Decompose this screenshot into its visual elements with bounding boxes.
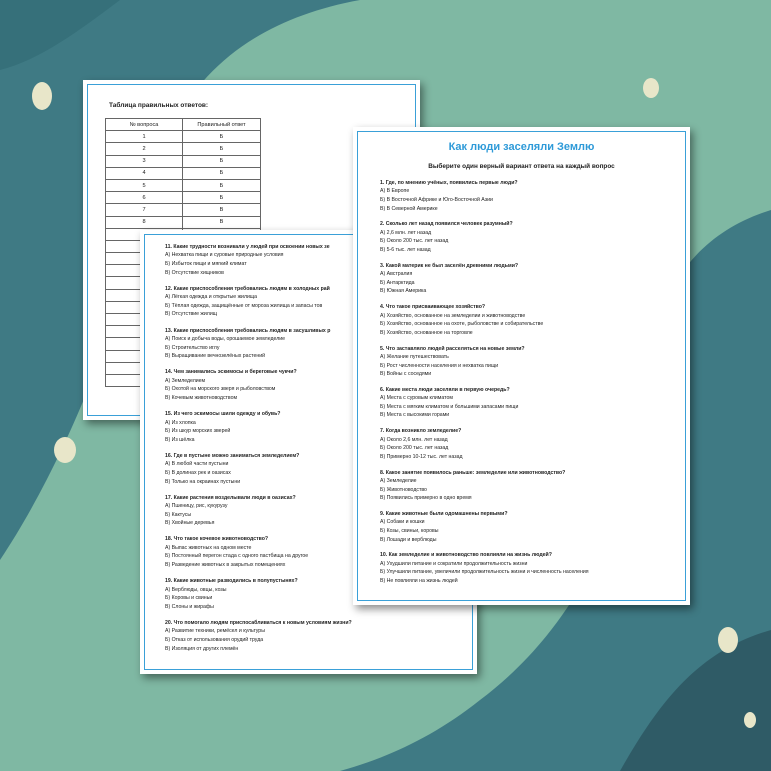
answer-option: Б) Избыток пищи и мягкий климат [165,261,247,267]
question-text: 3. Какой материк не был заселён древними людьми? [380,262,519,269]
answer-option: В) Изоляция от других племён [165,645,239,652]
answer-option: А) Лёгкая одежда и открытые жилища [165,294,258,301]
question-block [380,469,684,503]
answer-option: В) Разведение животных в закрытых помещениях [165,562,286,569]
answer-option: А) Поиск и добыча воды, орошаемое земледелие [165,335,286,342]
question-text: 9. Какие животные были одомашнены первыми? [380,511,508,517]
question-text: 8. Какое занятие появилось раньше: земледелие или животноводство? [380,469,566,476]
answer-option: А) Желание путешествовать [380,353,449,360]
question-text: 6. Какие места люди заселяли в первую очередь? [380,386,510,393]
answer-option: А) Пшеницу, рис, кукурузу [165,503,228,510]
question-number-cell: 6 [106,192,183,204]
table-row [106,192,261,204]
question-number-cell: 5 [106,179,183,191]
table-row [106,155,261,167]
question-text: 14. Чем занимались эскимосы и береговые чукчи? [165,369,297,376]
answer-option: Б) В Восточной Африке и Юго-Восточной Азии [380,197,493,203]
answer-option: В) Выращивание вечнозелёных растений [165,353,266,360]
answer-option: В) В Северной Америке [380,205,438,212]
question-text: 13. Какие приспособления требовались людям в засушливых р [165,327,331,334]
question-block [165,619,471,653]
question-block [380,386,684,420]
answer-option: Б) Из шкур морских зверей [165,428,231,435]
answer-option: Б) Места с мягким климатом и большими запасами пищи [380,403,519,410]
question-list [380,179,684,593]
table-row [106,131,261,143]
answer-option: Б) Около 200 тыс. лет назад [380,238,449,245]
answer-option: В) Примерно 10-12 тыс. лет назад [380,453,463,460]
answer-option: Б) Строительство иглу [165,344,220,351]
question-text: 4. Что такое присваивающее хозяйство? [380,304,486,311]
table-row [106,167,261,179]
question-block [380,262,684,296]
table-row [106,216,261,228]
question-text: 7. Когда возникло земледелие? [380,428,462,435]
answer-option: А) Хозяйство, основанное на земледелии и животноводстве [380,312,526,319]
answer-option: А) Ухудшили питание и сократили продолжительность жизни [380,560,528,567]
answer-option: В) Не повлияли на жизнь людей [380,577,458,584]
column-header-question-number: № вопроса [106,119,183,131]
worksheet-subtitle: Выберите один верный вариант ответа на каждый вопрос [428,163,615,170]
question-text: 12. Какие приспособления требовались людям в холодных рай [165,285,330,292]
answer-option: В) Лошади и верблюды [380,536,437,543]
question-text: 2. Сколько лет назад появился человек разумный? [380,221,513,228]
question-text: 20. Что помогало людям приспосабливаться к новым условиям жизни? [165,620,352,627]
answer-option: А) В любой части пустыни [165,461,229,468]
answer-option: А) Земледелием [165,377,206,384]
answer-option: В) Слоны и жирафы [165,603,214,610]
question-block [380,510,684,544]
answer-option: В) Войны с соседями [380,371,432,378]
answer-option: Б) Кактусы [165,511,192,518]
correct-answer-cell: В [183,216,261,228]
question-number-cell: 8 [106,216,183,228]
question-text: 19. Какие животные разводились в полупустынях? [165,578,298,585]
answer-option: Б) Коровы и свиньи [165,595,213,602]
answer-option: А) Нехватка пищи и суровые природные условия [165,252,284,259]
column-header-correct-answer: Правильный ответ [183,119,261,131]
answer-option: В) Из шёлка [165,436,195,443]
answer-option: Б) В долинах рек и оазисах [165,469,231,476]
question-text: 16. Где в пустыне можно заниматься земледелием? [165,452,300,459]
answer-option: Б) Животноводство [380,486,427,493]
answer-option: А) Места с суровым климатом [380,395,453,402]
question-block [380,345,684,379]
answer-option: В) Хвойные деревья [165,520,215,527]
answer-option: А) Около 2,6 млн. лет назад [380,436,448,443]
question-number-cell: 2 [106,143,183,155]
answer-option: Б) Улучшили питание, увеличили продолжительность жизни и численность населения [380,569,589,576]
table-row [106,179,261,191]
question-block [380,551,684,585]
answer-option: В) Хозяйство, основанное на торговле [380,329,473,336]
question-text: 17. Какие растения возделывали люди в оазисах? [165,494,296,501]
question-number-cell: 7 [106,204,183,216]
worksheet-title: Как люди заселяли Землю [448,141,595,153]
answer-option: Б) Тёплая одежда, защищённые от мороза жилища и запасы тов [165,302,323,309]
answer-option: Б) Козы, свиньи, коровы [380,528,439,534]
answer-option: В) Отсутствие жилищ [165,311,217,318]
answer-table-title: Таблица правильных ответов: [109,102,209,109]
table-row [106,204,261,216]
question-block [380,220,684,254]
question-number-cell: 1 [106,131,183,143]
correct-answer-cell: Б [183,167,261,179]
answer-option: Б) Около 200 тыс. лет назад [380,445,449,452]
answer-option: Б) Постоянный перегон стада с одного пастбища на другое [165,553,309,560]
question-number-cell: 4 [106,167,183,179]
answer-option: В) Только на окраинах пустыни [165,478,241,485]
question-text: 18. Что такое кочевое животноводство? [165,536,269,543]
answer-option: В) Появились примерно в одно время [380,495,472,502]
answer-option: А) Австралия [380,271,413,278]
answer-option: Б) Охотой на морского зверя и рыболовством [165,386,276,393]
answer-option: В) 5-6 тыс. лет назад [380,246,431,253]
correct-answer-cell: Б [183,192,261,204]
answer-option: А) Верблюды, овцы, козы [165,586,227,593]
answer-option: Б) Хозяйство, основанное на охоте, рыболовстве и собирательстве [380,321,544,328]
answer-option: В) Места с высокими горами [380,412,450,419]
answer-option: А) Земледелие [380,478,417,485]
question-text: 10. Как земледелие и животноводство повлияли на жизнь людей? [380,552,552,559]
table-row [106,143,261,155]
answer-option: В) Южная Америка [380,288,427,295]
question-text: 5. Что заставляло людей расселяться на новые земли? [380,345,525,352]
answer-option: В) Отсутствие хищников [165,269,224,276]
correct-answer-cell: В [183,204,261,216]
answer-option: А) Собаки и кошки [380,519,425,526]
answer-option: А) Развитие техники, ремёсел и культуры [165,628,265,635]
question-block [380,427,684,461]
questions-page-1 [353,127,690,605]
answer-option: А) 2,6 млн. лет назад [380,229,432,236]
answer-table-header [106,119,261,131]
question-block [380,179,684,213]
answer-option: А) Из хлопка [165,419,196,426]
question-text: 11. Какие трудности возникали у людей при освоении новых зе [165,244,330,250]
correct-answer-cell: Б [183,131,261,143]
question-text: 1. Где, по мнению учёных, появились первые люди? [380,180,518,186]
correct-answer-cell: Б [183,143,261,155]
question-number-cell: 3 [106,155,183,167]
answer-option: А) Выпас животных на одном месте [165,544,252,551]
question-block [380,303,684,337]
answer-option: Б) Рост численности населения и нехватка пищи [380,362,499,369]
answer-option: Б) Антарктида [380,279,415,286]
correct-answer-cell: Б [183,179,261,191]
answer-option: Б) Отказ от использования орудий труда [165,637,264,644]
answer-option: А) В Европе [380,188,410,195]
question-text: 15. Из чего эскимосы шили одежду и обувь? [165,411,281,418]
correct-answer-cell: Б [183,155,261,167]
answer-option: В) Кочевым животноводством [165,394,238,401]
